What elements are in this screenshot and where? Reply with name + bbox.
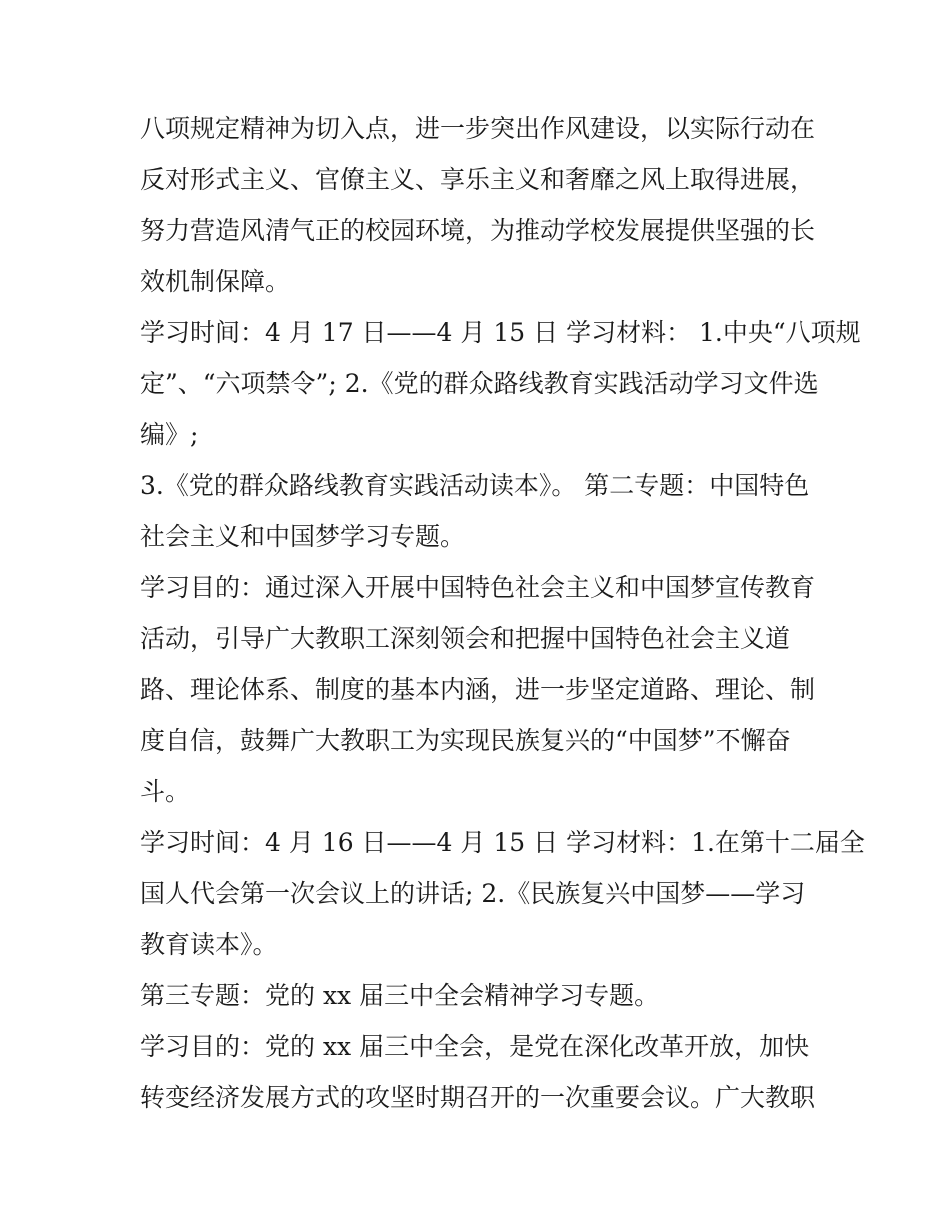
text-line: 路、理论体系、制度的基本内涵，进一步坚定道路、理论、制 <box>140 675 816 704</box>
document-body <box>140 103 865 1123</box>
text-line: 反对形式主义、官僚主义、享乐主义和奢靡之风上取得进展， <box>140 165 816 194</box>
text-line: 国人代会第一次会议上的讲话; 2.《民族复兴中国梦——学习 <box>140 879 806 908</box>
text-line: 转变经济发展方式的攻坚时期召开的一次重要会议。广大教职 <box>140 1083 816 1112</box>
text-line: 学习时间：4 月 16 日——4 月 15 日 学习材料：1.在第十二届全 <box>140 828 865 857</box>
text-line: 八项规定精神为切入点，进一步突出作风建设，以实际行动在 <box>140 114 816 143</box>
text-line: 社会主义和中国梦学习专题。 <box>140 522 466 551</box>
text-line: 第三专题：党的 xx 届三中全会精神学习专题。 <box>140 981 660 1010</box>
text-line: 学习目的：通过深入开展中国特色社会主义和中国梦宣传教育 <box>140 573 816 602</box>
text-line: 效机制保障。 <box>140 267 291 296</box>
text-line: 度自信，鼓舞广大教职工为实现民族复兴的“中国梦”不懈奋 <box>140 726 791 755</box>
text-line: 活动，引导广大教职工深刻领会和把握中国特色社会主义道 <box>140 624 791 653</box>
text-line: 3.《党的群众路线教育实践活动读本》。 第二专题：中国特色 <box>140 471 810 500</box>
text-line: 学习时间：4 月 17 日——4 月 15 日 学习材料： 1.中央“八项规 <box>140 318 861 347</box>
text-line: 努力营造风清气正的校园环境，为推动学校发展提供坚强的长 <box>140 216 816 245</box>
text-line: 教育读本》。 <box>140 930 278 959</box>
text-line: 学习目的：党的 xx 届三中全会，是党在深化改革开放，加快 <box>140 1032 810 1061</box>
text-line: 定”、“六项禁令”; 2.《党的群众路线教育实践活动学习文件选 <box>140 369 819 398</box>
text-line: 斗。 <box>140 777 191 806</box>
text-line: 编》; <box>140 420 199 449</box>
